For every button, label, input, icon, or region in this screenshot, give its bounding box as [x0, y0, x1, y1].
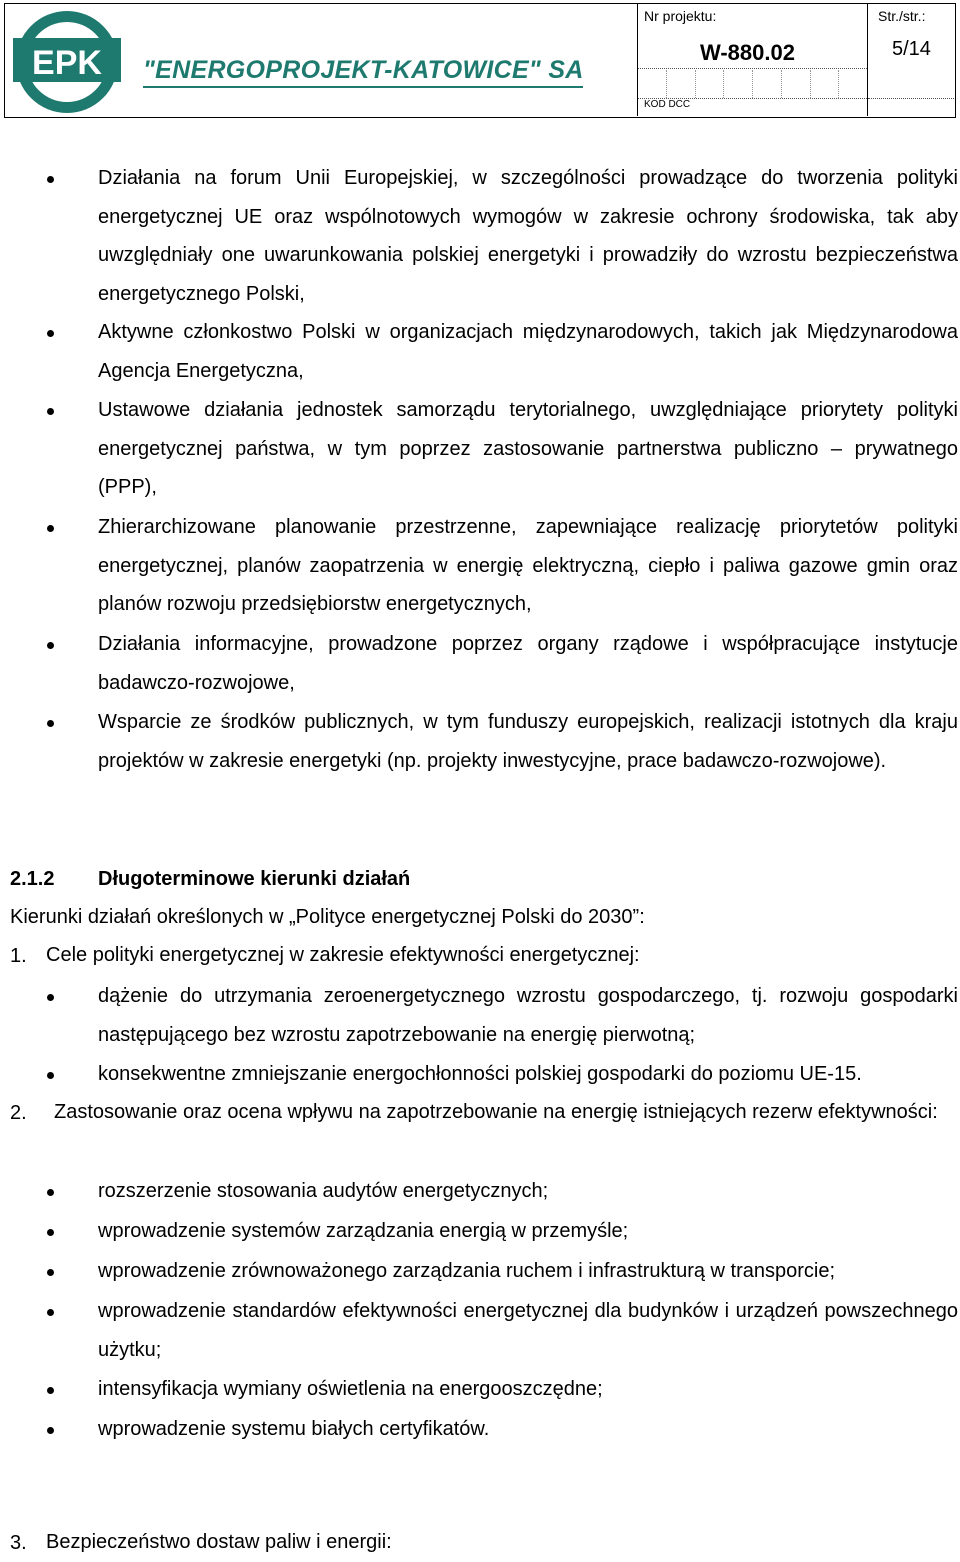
section-heading — [10, 868, 410, 891]
kod-dcc-grid — [638, 70, 867, 98]
bullet-dot — [47, 1189, 54, 1196]
logo-underline — [143, 86, 583, 88]
bullet-dot — [47, 330, 54, 337]
bullet-dot — [47, 176, 54, 183]
project-label: Nr projektu: — [644, 8, 717, 24]
list-item: rozszerzenie stosowania audytów energetycznych; — [98, 1180, 549, 1202]
page-number-cell — [868, 4, 954, 116]
divider — [868, 98, 954, 99]
list-item: dążenie do utrzymania zeroenergetycznego wzrostu gospodarczego, tj. rozwoju gospodarki następującego bez wzrostu zapotrzebowanie na energię pierwotną; — [98, 985, 958, 1046]
list-item: wprowadzenie standardów efektywności energetycznej dla budynków i urządzeń powszechnego użytku; — [98, 1300, 958, 1361]
bullet-dot — [47, 1229, 54, 1236]
bullet-dot — [47, 642, 54, 649]
divider — [638, 68, 867, 69]
bullet-dot — [47, 408, 54, 415]
list-item: wprowadzenie systemu białych certyfikatów. — [98, 1418, 490, 1440]
numbered-item-text: Bezpieczeństwo dostaw paliw i energii: — [46, 1531, 392, 1553]
list-number: 3. — [10, 1532, 27, 1554]
bullet-dot — [47, 1309, 54, 1316]
list-item: konsekwentne zmniejszanie energochłonności polskiej gospodarki do poziomu UE-15. — [98, 1063, 862, 1085]
list-item: Ustawowe działania jednostek samorządu terytorialnego, uwzględniające priorytety polityki energetycznej państwa, w tym poprzez zastosowanie partnerstwa publiczno – prywatnego (PPP), — [98, 399, 958, 498]
section-title: Długoterminowe kierunki działań — [98, 868, 411, 890]
bullet-dot — [47, 1427, 54, 1434]
page-label: Str./str.: — [878, 8, 926, 24]
section-intro: Kierunki działań określonych w „Polityce energetycznej Polski do 2030”: — [10, 906, 645, 928]
page-number: 5/14 — [892, 38, 931, 60]
list-item: Zhierarchizowane planowanie przestrzenne, zapewniające realizację priorytetów polityki energetycznej, planów zaopatrzenia w energię elektryczną, ciepło i paliwa gazowe gmin oraz planów rozwoju przedsiębiorstw energetycznych, — [98, 516, 958, 615]
project-number-cell — [638, 4, 868, 116]
list-item: Aktywne członkostwo Polski w organizacjach międzynarodowych, takich jak Międzynarodowa Agencja Energetyczna, — [98, 321, 958, 382]
bullet-dot — [47, 525, 54, 532]
document-header — [4, 3, 956, 118]
numbered-item-text: Zastosowanie oraz ocena wpływu na zapotrzebowanie na energię istniejących rezerw efektywności: — [54, 1101, 938, 1123]
bullet-dot — [47, 720, 54, 727]
bullet-dot — [47, 1072, 54, 1079]
bullet-dot — [47, 994, 54, 1001]
logo-letters: EPK — [32, 44, 102, 82]
list-item: wprowadzenie zrównoważonego zarządzania ruchem i infrastrukturą w transporcie; — [98, 1260, 836, 1282]
section-number: 2.1.2 — [10, 868, 55, 890]
company-logo-block — [5, 4, 638, 116]
list-item: intensyfikacja wymiany oświetlenia na energooszczędne; — [98, 1378, 603, 1400]
numbered-item-text: Cele polityki energetycznej w zakresie efektywności energetycznej: — [46, 944, 640, 966]
list-item: Wsparcie ze środków publicznych, w tym funduszy europejskich, realizacji istotnych dla kraju projektów w zakresie energetyki (np. projekty inwestycyjne, prace badawczo-rozwojowe). — [98, 711, 958, 772]
epk-logo-icon — [13, 8, 121, 116]
company-name: "ENERGOPROJEKT-KATOWICE" SA — [143, 56, 584, 84]
kod-dcc-label: KOD DCC — [644, 99, 691, 110]
list-item: wprowadzenie systemów zarządzania energią w przemyśle; — [98, 1220, 629, 1242]
project-number: W-880.02 — [700, 40, 795, 65]
bullet-dot — [47, 1387, 54, 1394]
list-number: 2. — [10, 1102, 27, 1124]
list-item: Działania na forum Unii Europejskiej, w szczególności prowadzące do tworzenia polityki energetycznej UE oraz wspólnotowych wymogów w zakresie ochrony środowiska, tak aby uwzględniały one uwarunkowania polskiej energetyki i prowadziły do wzrostu bezpieczeństwa energetycznego Polski, — [98, 167, 958, 305]
bullet-dot — [47, 1269, 54, 1276]
list-item: Działania informacyjne, prowadzone poprzez organy rządowe i współpracujące instytucje badawczo-rozwojowe, — [98, 633, 958, 694]
list-number: 1. — [10, 945, 27, 967]
